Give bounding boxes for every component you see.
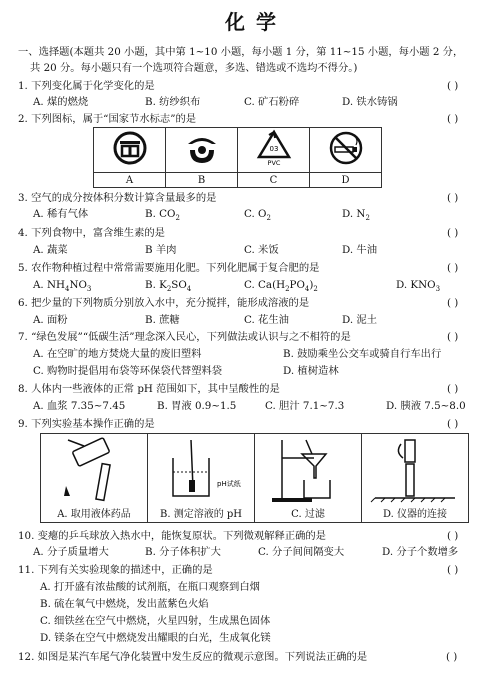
filtration-icon — [258, 436, 358, 504]
q10-option-b: B. 分子体积扩大 — [145, 546, 221, 558]
q8-option-b: B. 胃液 0.9~1.5 — [157, 400, 237, 412]
q9-stem: 9. 下列实验基本操作正确的是 — [18, 418, 155, 430]
q6-option-a: A. 面粉 — [33, 314, 68, 326]
q10-option-d: D. 分子个数增多 — [382, 546, 459, 558]
q11-option-c: C. 细铁丝在空气中燃烧，火星四射，生成黑色固体 — [40, 615, 271, 627]
symbol-a-label: A — [94, 173, 166, 188]
q6-answer-blank: ( ) — [447, 297, 459, 309]
q7-option-c: C. 购物时提倡用布袋等环保袋代替塑料袋 — [33, 365, 223, 377]
symbol-d-cell — [310, 128, 382, 173]
symbol-d-label: D — [310, 173, 382, 188]
page-title: 化 学 — [225, 10, 278, 34]
q1-option-c: C. 矿石粉碎 — [244, 96, 300, 108]
q10-option-a: A. 分子质量增大 — [33, 546, 109, 558]
apparatus-d-caption: D. 仪器的连接 — [382, 509, 448, 520]
apparatus-a-caption: A. 取用液体药品 — [57, 509, 131, 520]
q4-option-c: C. 米饭 — [244, 244, 279, 256]
instrument-connection-icon — [365, 436, 465, 504]
q8-option-d: D. 胰液 7.5~8.0 — [386, 400, 466, 412]
q7-option-b: B. 鼓励乘坐公交车或骑自行车出行 — [283, 348, 442, 360]
q11-option-b: B. 硫在氧气中燃烧，发出蓝紫色火焰 — [40, 598, 209, 610]
q10-answer-blank: ( ) — [447, 530, 459, 542]
apparatus-c-caption: C. 过滤 — [291, 509, 325, 520]
apparatus-b-cell — [148, 434, 255, 523]
symbol-c-label: C — [238, 173, 310, 188]
q8-answer-blank: ( ) — [447, 383, 459, 395]
q5-option-c: C. $Ca(H_2PO_4)_2$ — [244, 279, 318, 294]
symbol-a-cell — [94, 128, 166, 173]
section-heading-line2: 共 20 分。每小题只有一个选项符合题意，多选、错选或不选均不得分。) — [30, 62, 358, 74]
symbol-b-cell — [166, 128, 238, 173]
water-saving-symbol-icon — [182, 130, 222, 166]
jieneng-symbol-icon — [110, 130, 150, 166]
q8-option-a: A. 血浆 7.35~7.45 — [33, 400, 126, 412]
q4-answer-blank: ( ) — [447, 227, 459, 239]
q10-stem: 10. 变瘪的乒乓球放入热水中，能恢复原状。下列微观解释正确的是 — [18, 530, 326, 542]
q3-option-a: A. 稀有气体 — [33, 208, 89, 220]
q2-answer-blank: ( ) — [447, 113, 459, 125]
q6-option-c: C. 花生油 — [244, 314, 289, 326]
q3-option-c: C. $O_2$ — [244, 208, 271, 223]
ph-paper-label: pH试纸 — [217, 480, 241, 488]
apparatus-a-cell — [41, 434, 148, 523]
apparatus-c-cell — [255, 434, 362, 523]
q3-answer-blank: ( ) — [447, 192, 459, 204]
q9-apparatus-table — [40, 433, 469, 523]
q7-option-d: D. 植树造林 — [283, 365, 339, 377]
q4-option-a: A. 蔬菜 — [33, 244, 68, 256]
q2-stem: 2. 下列图标，属于“国家节水标志”的是 — [18, 113, 197, 125]
symbol-b-label: B — [166, 173, 238, 188]
q10-option-c: C. 分子间间隔变大 — [258, 546, 345, 558]
q4-option-b: B 羊肉 — [145, 244, 177, 256]
symbol-c-cell — [238, 128, 310, 173]
q1-option-a: A. 煤的燃烧 — [33, 96, 89, 108]
q5-stem: 5. 农作物种植过程中常常需要施用化肥。下列化肥属于复合肥的是 — [18, 262, 320, 274]
q12-stem: 12. 如图是某汽车尾气净化装置中发生反应的微观示意图。下列说法正确的是 — [18, 651, 368, 663]
q11-answer-blank: ( ) — [447, 564, 459, 576]
q9-answer-blank: ( ) — [447, 418, 459, 430]
apparatus-b-caption: B. 测定溶液的 pH — [159, 509, 242, 520]
q3-option-d: D. $N_2$ — [342, 208, 370, 223]
q5-option-d: D. $KNO_3$ — [396, 279, 441, 294]
q12-answer-blank: ( ) — [446, 651, 458, 663]
q1-answer-blank: ( ) — [447, 80, 459, 92]
q3-option-b: B. $CO_2$ — [145, 208, 180, 223]
q11-option-d: D. 镁条在空气中燃烧发出耀眼的白光，生成氧化镁 — [40, 632, 271, 644]
recycle-pvc-label: PVC — [267, 159, 280, 167]
recycle-code-number: 03 — [269, 145, 278, 153]
q1-option-b: B. 纺纱织布 — [145, 96, 201, 108]
section-heading-line1: 一、选择题(本题共 20 小题，其中第 1~10 小题，每小题 1 分，第 11~15 小题，每小题 2 分， — [18, 46, 464, 58]
recycle-pvc-icon — [254, 129, 294, 167]
q7-stem: 7. “绿色发展”“低碳生活”理念深入民心，下列做法或认识与之不相符的是 — [18, 331, 351, 343]
q8-option-c: C. 胆汁 7.1~7.3 — [265, 400, 345, 412]
q5-option-a: A. $NH_4NO_3$ — [33, 279, 92, 294]
pouring-liquid-icon — [44, 436, 144, 504]
q1-option-d: D. 铁水铸锅 — [342, 96, 398, 108]
q8-stem: 8. 人体内一些液体的正常 pH 范围如下，其中呈酸性的是 — [18, 383, 280, 395]
q3-stem: 3. 空气的成分按体积分数计算含量最多的是 — [18, 192, 217, 204]
q7-option-a: A. 在空旷的地方焚烧大量的废旧塑料 — [33, 348, 202, 360]
q6-option-d: D. 泥土 — [342, 314, 378, 326]
q4-stem: 4. 下列食物中，富含维生素的是 — [18, 227, 165, 239]
q2-symbol-table — [93, 127, 382, 188]
ph-test-icon — [151, 436, 251, 504]
apparatus-d-cell — [362, 434, 469, 523]
q6-option-b: B. 蔗糖 — [145, 314, 180, 326]
q1-stem: 1. 下列变化属于化学变化的是 — [18, 80, 155, 92]
q6-stem: 6. 把少量的下列物质分别放入水中，充分搅拌，能形成溶液的是 — [18, 297, 310, 309]
q5-option-b: B. $K_2SO_4$ — [145, 279, 192, 294]
no-smoking-icon — [326, 130, 366, 166]
q11-stem: 11. 下列有关实验现象的描述中，正确的是 — [18, 564, 213, 576]
q4-option-d: D. 牛油 — [342, 244, 378, 256]
q7-answer-blank: ( ) — [447, 331, 459, 343]
q11-option-a: A. 打开盛有浓盐酸的试剂瓶，在瓶口观察到白烟 — [40, 581, 260, 593]
q5-answer-blank: ( ) — [447, 262, 459, 274]
